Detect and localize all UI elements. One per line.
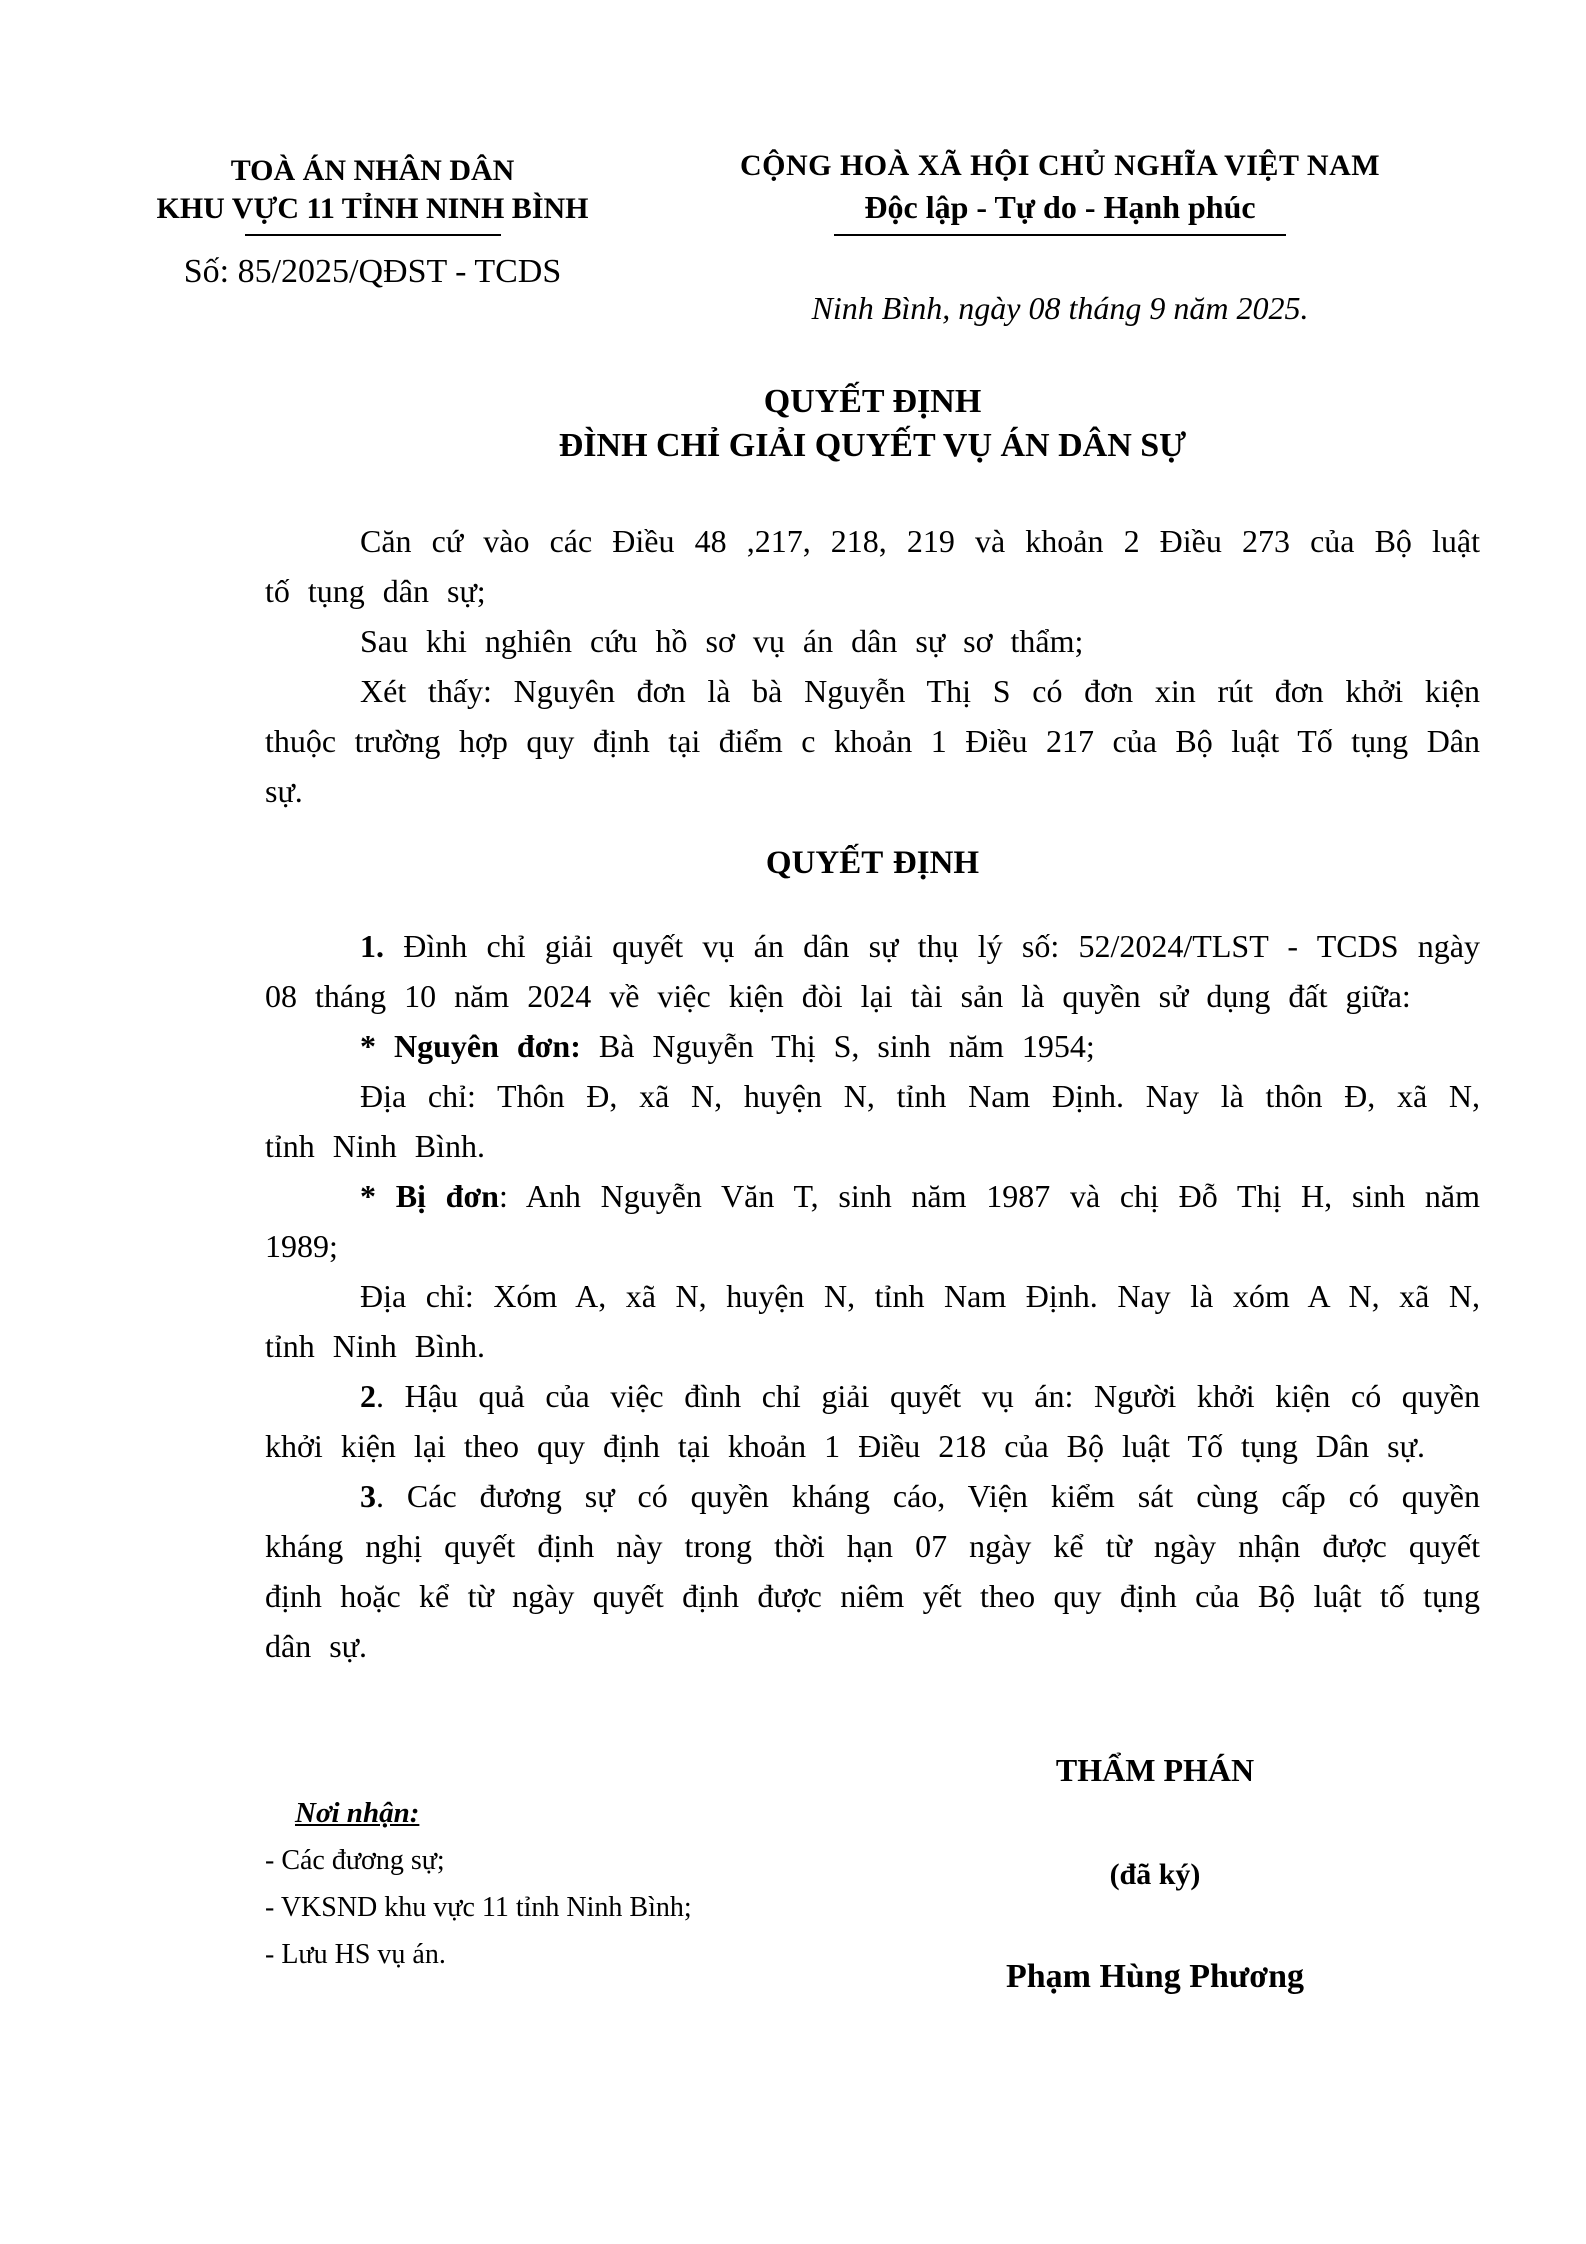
judge-name: Phạm Hùng Phương	[1005, 1958, 1305, 1995]
paragraph-text: Bà Nguyễn Thị S, sinh năm 1954;	[580, 1028, 1095, 1064]
paragraph-text: Đình chỉ giải quyết vụ án dân sự thụ lý số: 52/2024/TLST - TCDS ngày 08 tháng 10 năm 2024 về việc kiện đòi lại tài sản là quyền sử dụng đất giữa:	[265, 928, 1480, 1014]
paragraph-text: Căn cứ vào các Điều 48 ,217, 218, 219 và khoản 2 Điều 273 của Bộ luật tố tụng dân sự;	[265, 523, 1480, 609]
recipient-item: - VKSND khu vực 11 tỉnh Ninh Bình;	[265, 1892, 692, 1923]
paragraph-lead: 2	[360, 1378, 376, 1414]
paragraph-text: Xét thấy: Nguyên đơn là bà Nguyễn Thị S có đơn xin rút đơn khởi kiện thuộc trường hợp quy định tại điểm c khoản 1 Điều 217 của Bộ luật Tố tụng Dân sự.	[265, 673, 1480, 809]
document-number: Số: 85/2025/QĐST - TCDS	[183, 253, 562, 290]
decision-section-heading: QUYẾT ĐỊNH	[765, 845, 980, 881]
national-motto-line: Độc lập - Tự do - Hạnh phúc	[864, 189, 1256, 225]
paragraph-lead: 1.	[360, 928, 384, 964]
recipients-heading: Nơi nhận:	[295, 1797, 420, 1829]
paragraph-decision-1	[265, 921, 1480, 1021]
paragraph-text: Địa chỉ: Xóm A, xã N, huyện N, tỉnh Nam Định. Nay là xóm A N, xã N, tỉnh Ninh Bình.	[265, 1278, 1480, 1364]
recipient-item: - Lưu HS vụ án.	[265, 1939, 446, 1970]
document-title-line1: QUYẾT ĐỊNH	[763, 383, 982, 420]
paragraph-text: Địa chỉ: Thôn Đ, xã N, huyện N, tỉnh Nam Định. Nay là thôn Đ, xã N, tỉnh Ninh Bình.	[265, 1078, 1480, 1164]
paragraph-review	[265, 616, 1480, 666]
paragraph-plaintiff-address	[265, 1071, 1480, 1171]
paragraph-text: : Anh Nguyễn Văn T, sinh năm 1987 và chị Đỗ Thị H, sinh năm 1989;	[265, 1178, 1481, 1264]
place-date-line: Ninh Bình, ngày 08 tháng 9 năm 2025.	[811, 290, 1309, 326]
paragraph-lead: * Bị đơn	[360, 1178, 499, 1214]
recipients-block	[265, 1790, 692, 1978]
header-right-divider	[834, 234, 1286, 236]
paragraph-decision-3	[265, 1471, 1480, 1671]
court-name-line2: KHU VỰC 11 TỈNH NINH BÌNH	[156, 192, 589, 225]
paragraph-lead: * Nguyên đơn:	[360, 1028, 581, 1064]
paragraph-text: . Hậu quả của việc đình chỉ giải quyết vụ án: Người khởi kiện có quyền khởi kiện lại theo quy định tại khoản 1 Điều 218 của Bộ luật Tố tụng Dân sự.	[265, 1378, 1480, 1464]
document-footer	[0, 1750, 1586, 2170]
recipient-item: - Các đương sự;	[265, 1845, 445, 1876]
paragraph-text: Sau khi nghiên cứu hồ sơ vụ án dân sự sơ thẩm;	[360, 623, 1084, 659]
document-body	[265, 516, 1480, 1671]
paragraph-decision-2	[265, 1371, 1480, 1471]
paragraph-lead: 3	[360, 1478, 376, 1514]
paragraph-text: . Các đương sự có quyền kháng cáo, Viện kiểm sát cùng cấp có quyền kháng nghị quyết định này trong thời hạn 07 ngày kể từ ngày nhận được quyết định hoặc kể từ ngày quyết định được niêm yết theo quy định của Bộ luật tố tụng dân sự.	[265, 1478, 1480, 1664]
header-left-divider	[245, 234, 501, 236]
paragraph-defendant	[265, 1171, 1480, 1271]
paragraph-defendant-address	[265, 1271, 1480, 1371]
national-name-line: CỘNG HOÀ XÃ HỘI CHỦ NGHĨA VIỆT NAM	[739, 149, 1381, 182]
document-title-line2: ĐÌNH CHỈ GIẢI QUYẾT VỤ ÁN DÂN SỰ	[558, 427, 1187, 464]
signed-note: (đã ký)	[1109, 1858, 1201, 1891]
paragraph-plaintiff	[265, 1021, 1480, 1071]
signature-block	[940, 1855, 1370, 1999]
document-title	[265, 380, 1480, 468]
paragraph-finding	[265, 666, 1480, 816]
court-name-line1: TOÀ ÁN NHÂN DÂN	[230, 154, 515, 187]
document-header	[0, 146, 1586, 386]
national-header-block	[680, 146, 1440, 328]
paragraph-legal-basis	[265, 516, 1480, 616]
judge-title: THẨM PHÁN	[1055, 1752, 1255, 1788]
issuing-court-block	[140, 152, 605, 294]
